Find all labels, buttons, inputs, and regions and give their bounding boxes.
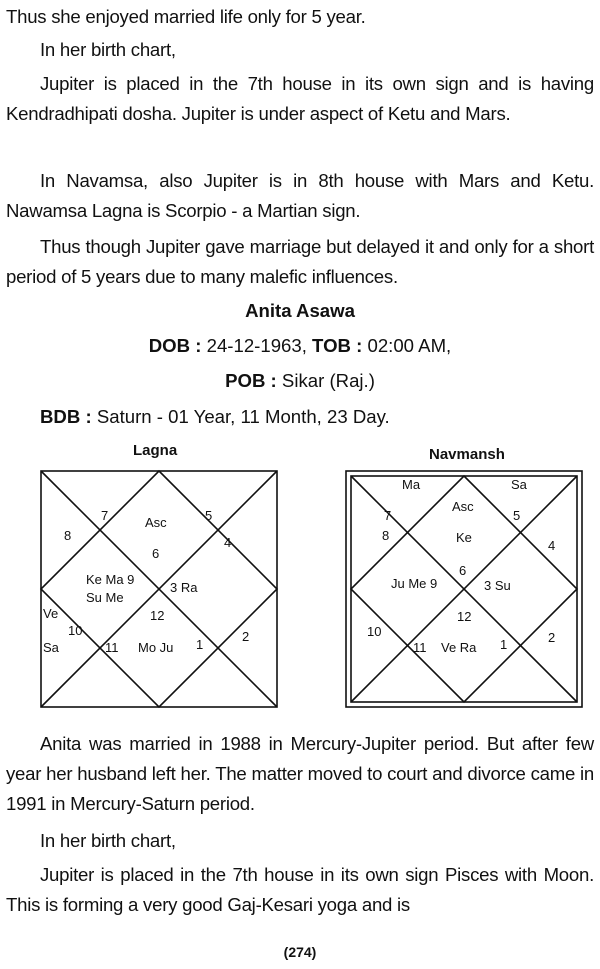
paragraph-anita-marriage: Anita was married in 1988 in Mercury-Jupiter period. But after few year her husband left her. The matter moved to court and divorce came in 1991 in Mercury-Saturn period. (6, 733, 594, 814)
navmansh-house-label: 3 Su (484, 578, 511, 593)
lagna-house-label: Sa (43, 640, 59, 655)
navmansh-house-label: Ju Me 9 (391, 576, 438, 591)
tob-value: 02:00 AM, (362, 335, 452, 356)
navmansh-house-label: 11 (413, 640, 427, 655)
navmansh-chart-title: Navmansh (429, 446, 505, 463)
navmansh-house-label: 10 (367, 624, 382, 639)
tob-label: TOB : (312, 335, 363, 356)
navmansh-house-label: 4 (548, 538, 556, 553)
birth-details-line (0, 331, 600, 361)
navmansh-chart (345, 470, 583, 708)
lagna-house-label: Mo Ju (138, 640, 174, 655)
navmansh-house-label: 1 (500, 637, 508, 652)
pob-label: POB : (225, 370, 277, 391)
paragraph-birth-chart-heading-2: In her birth chart, (40, 830, 176, 851)
navmansh-house-label: 6 (459, 563, 467, 578)
paragraph-gaj-kesari: Jupiter is placed in the 7th house in its own sign Pisces with Moon. This is forming a very good Gaj-Kesari yoga and is (6, 864, 594, 915)
navmansh-house-label: Ke (456, 530, 472, 545)
person-name: Anita Asawa (245, 300, 355, 321)
lagna-house-label: 8 (64, 528, 72, 543)
lagna-chart-title: Lagna (133, 442, 178, 459)
navmansh-house-label: 7 (384, 508, 392, 523)
place-of-birth-line (0, 366, 600, 396)
dob-value: 24-12-1963, (201, 335, 313, 356)
lagna-house-label: 7 (101, 508, 109, 523)
paragraph-married-life: Thus she enjoyed married life only for 5 year. (6, 6, 366, 27)
navmansh-house-label: Ve Ra (441, 640, 477, 655)
page-number: (274) (283, 944, 317, 960)
navmansh-house-label: Asc (452, 499, 474, 514)
lagna-house-label: 5 (205, 508, 213, 523)
navmansh-house-label: 5 (513, 508, 521, 523)
paragraph-navamsa: In Navamsa, also Jupiter is in 8th house with Mars and Ketu. Nawamsa Lagna is Scorpio - a Martian sign. (6, 170, 594, 221)
navmansh-house-label: 8 (382, 528, 390, 543)
lagna-house-label: Ke Ma 9 (86, 572, 135, 587)
navmansh-house-label: 2 (548, 630, 556, 645)
bdb-value: Saturn - 01 Year, 11 Month, 23 Day. (91, 406, 390, 427)
paragraph-jupiter-7th-house: Jupiter is placed in the 7th house in its own sign and is having Kendradhipati dosha. Jupiter is under aspect of Ketu and Mars. (6, 73, 594, 124)
lagna-house-label: 3 Ra (170, 580, 198, 595)
navmansh-house-label: Sa (511, 477, 527, 492)
lagna-chart (40, 470, 278, 708)
lagna-house-label: 4 (224, 535, 232, 550)
lagna-house-label: 12 (150, 608, 165, 623)
lagna-house-label: Ve (43, 606, 59, 621)
navmansh-house-label: 12 (457, 609, 472, 624)
navmansh-house-label: Ma (402, 477, 421, 492)
lagna-house-label: Asc (145, 515, 167, 530)
lagna-house-label: 10 (68, 623, 83, 638)
lagna-house-label: 6 (152, 546, 160, 561)
bdb-label: BDB : (40, 406, 92, 427)
lagna-house-label: 1 (196, 637, 204, 652)
lagna-house-label: Su Me (86, 590, 124, 605)
paragraph-birth-chart-heading: In her birth chart, (40, 39, 176, 60)
lagna-house-label: 2 (242, 629, 250, 644)
pob-value: Sikar (Raj.) (276, 370, 375, 391)
paragraph-malefic-influences: Thus though Jupiter gave marriage but delayed it and only for a short period of 5 years due to many malefic influences. (6, 236, 594, 287)
dob-label: DOB : (148, 335, 202, 356)
balance-dasha-line (40, 402, 390, 432)
lagna-house-label: 11 (105, 640, 119, 655)
